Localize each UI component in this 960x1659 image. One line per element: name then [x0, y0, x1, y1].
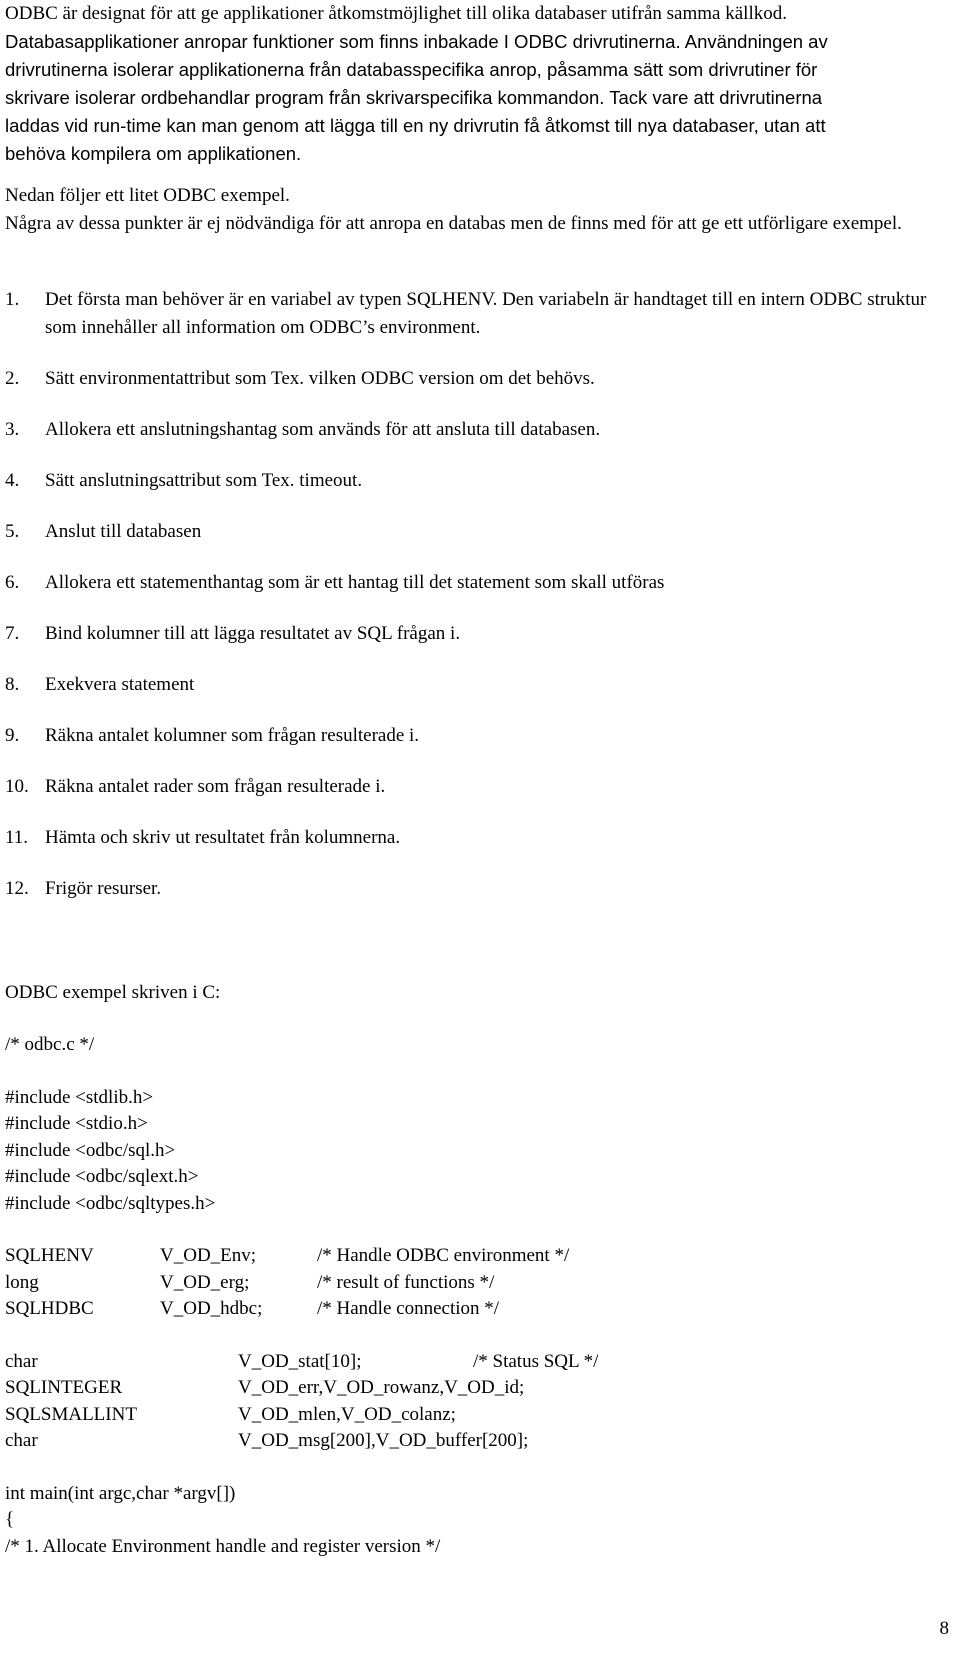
step-text: Frigör resurser. — [45, 878, 162, 899]
code-comment: /* result of functions */ — [317, 1271, 495, 1293]
intro-line-3: drivrutinerna isolerar applikationerna från databasspecifika anrop, påsamma sätt som drivrutiner för — [5, 59, 818, 80]
code-line — [5, 1375, 935, 1402]
code-variable: V_OD_mlen,V_OD_colanz; — [238, 1403, 456, 1425]
code-variable: V_OD_erg; — [160, 1271, 250, 1293]
intro-paragraph — [5, 0, 935, 168]
step-number: 5. — [5, 521, 20, 542]
step-text: Räkna antalet rader som frågan resulterade i. — [45, 776, 386, 797]
step-text: Räkna antalet kolumner som frågan resulterade i. — [45, 725, 420, 746]
code-comment: /* Handle connection */ — [317, 1298, 500, 1319]
page-number: 8 — [939, 1618, 949, 1639]
code-line: #include <odbc/sql.h> — [5, 1139, 176, 1161]
code-line: /* odbc.c */ — [5, 1034, 95, 1055]
code-variable: V_OD_hdbc; — [160, 1298, 263, 1319]
code-type: char — [5, 1350, 38, 1372]
step-number: 10. — [5, 776, 29, 797]
list-item — [5, 416, 935, 444]
list-item — [5, 365, 935, 393]
code-variable: V_OD_Env; — [160, 1245, 257, 1266]
code-line — [5, 1296, 935, 1323]
example-lead: Nedan följer ett litet ODBC exempel. — [5, 185, 290, 206]
step-number: 11. — [5, 827, 29, 848]
step-number: 3. — [5, 419, 20, 440]
code-line: #include <odbc/sqlext.h> — [5, 1166, 199, 1187]
code-heading: ODBC exempel skriven i C: — [5, 982, 221, 1003]
list-item — [5, 518, 935, 546]
step-text: Exekvera statement — [45, 674, 195, 695]
code-line: int main(int argc,char *argv[]) — [5, 1482, 236, 1504]
list-item — [5, 569, 935, 597]
step-number: 2. — [5, 368, 20, 389]
intro-line-1: ODBC är designat för att ge applikationer åtkomstmöjlighet till olika databaser utifrån samma källkod. — [5, 3, 787, 24]
code-listing — [5, 1032, 935, 1560]
list-item — [5, 620, 935, 648]
step-text: Bind kolumner till att lägga resultatet av SQL frågan i. — [45, 623, 461, 644]
list-item — [5, 671, 935, 699]
code-type: char — [5, 1430, 38, 1451]
list-item — [5, 286, 935, 342]
code-line — [5, 1270, 935, 1297]
code-line: #include <stdlib.h> — [5, 1086, 154, 1108]
list-item — [5, 722, 935, 750]
code-line — [5, 1402, 935, 1429]
intro-line-4: skrivare isolerar ordbehandlar program från skrivarspecifika kommandon. Tack vare att drivrutinerna — [5, 87, 823, 108]
code-type: SQLHENV — [5, 1245, 94, 1266]
list-item — [5, 875, 935, 903]
code-variable: V_OD_stat[10]; — [238, 1350, 362, 1372]
step-number: 12. — [5, 878, 29, 899]
code-line — [5, 1349, 935, 1376]
code-variable: V_OD_err,V_OD_rowanz,V_OD_id; — [238, 1377, 525, 1398]
list-item — [5, 467, 935, 495]
code-type: SQLSMALLINT — [5, 1403, 137, 1425]
step-number: 9. — [5, 725, 20, 746]
example-note: Några av dessa punkter är ej nödvändiga för att anropa en databas men de finns med för att ge ett utförligare exempel. — [5, 213, 902, 234]
intro-line-6: behöva kompilera om applikationen. — [5, 143, 302, 164]
code-line — [5, 1243, 935, 1270]
step-text: Sätt environmentattribut som Tex. vilken ODBC version om det behövs. — [45, 368, 595, 389]
step-number: 6. — [5, 572, 20, 593]
code-type: SQLINTEGER — [5, 1377, 123, 1398]
code-type: long — [5, 1271, 39, 1293]
step-text: Hämta och skriv ut resultatet från kolumnerna. — [45, 827, 401, 848]
step-text: Allokera ett anslutningshantag som används för att ansluta till databasen. — [45, 419, 601, 440]
code-line: #include <stdio.h> — [5, 1113, 148, 1134]
code-type: SQLHDBC — [5, 1298, 94, 1319]
list-item — [5, 773, 935, 801]
step-text: Sätt anslutningsattribut som Tex. timeout. — [45, 470, 363, 491]
code-comment: /* Handle ODBC environment */ — [317, 1245, 570, 1266]
code-comment: /* Status SQL */ — [473, 1350, 599, 1372]
code-line — [5, 1428, 935, 1455]
step-text: Anslut till databasen — [45, 521, 202, 542]
step-text: Allokera ett statementhantag som är ett hantag till det statement som skall utföras — [45, 572, 665, 593]
steps-list — [5, 286, 935, 926]
code-line: #include <odbc/sqltypes.h> — [5, 1192, 216, 1214]
intro-line-2: Databasapplikationer anropar funktioner som finns inbakade I ODBC drivrutinerna. Användningen av — [5, 31, 828, 52]
list-item — [5, 824, 935, 852]
code-line: /* 1. Allocate Environment handle and register version */ — [5, 1535, 441, 1557]
intro-line-5: laddas vid run-time kan man genom att lägga till en ny drivrutin få åtkomst till nya databaser, utan att — [5, 115, 826, 136]
step-number: 4. — [5, 470, 20, 491]
code-line: { — [5, 1509, 15, 1530]
step-number: 8. — [5, 674, 20, 695]
code-variable: V_OD_msg[200],V_OD_buffer[200]; — [238, 1430, 529, 1451]
step-text: Det första man behöver är en variabel av typen SQLHENV. Den variabeln är handtaget till en intern ODBC struktur som innehåller all information om ODBC’s environment. — [45, 289, 927, 338]
step-number: 1. — [5, 289, 20, 310]
step-number: 7. — [5, 623, 20, 644]
